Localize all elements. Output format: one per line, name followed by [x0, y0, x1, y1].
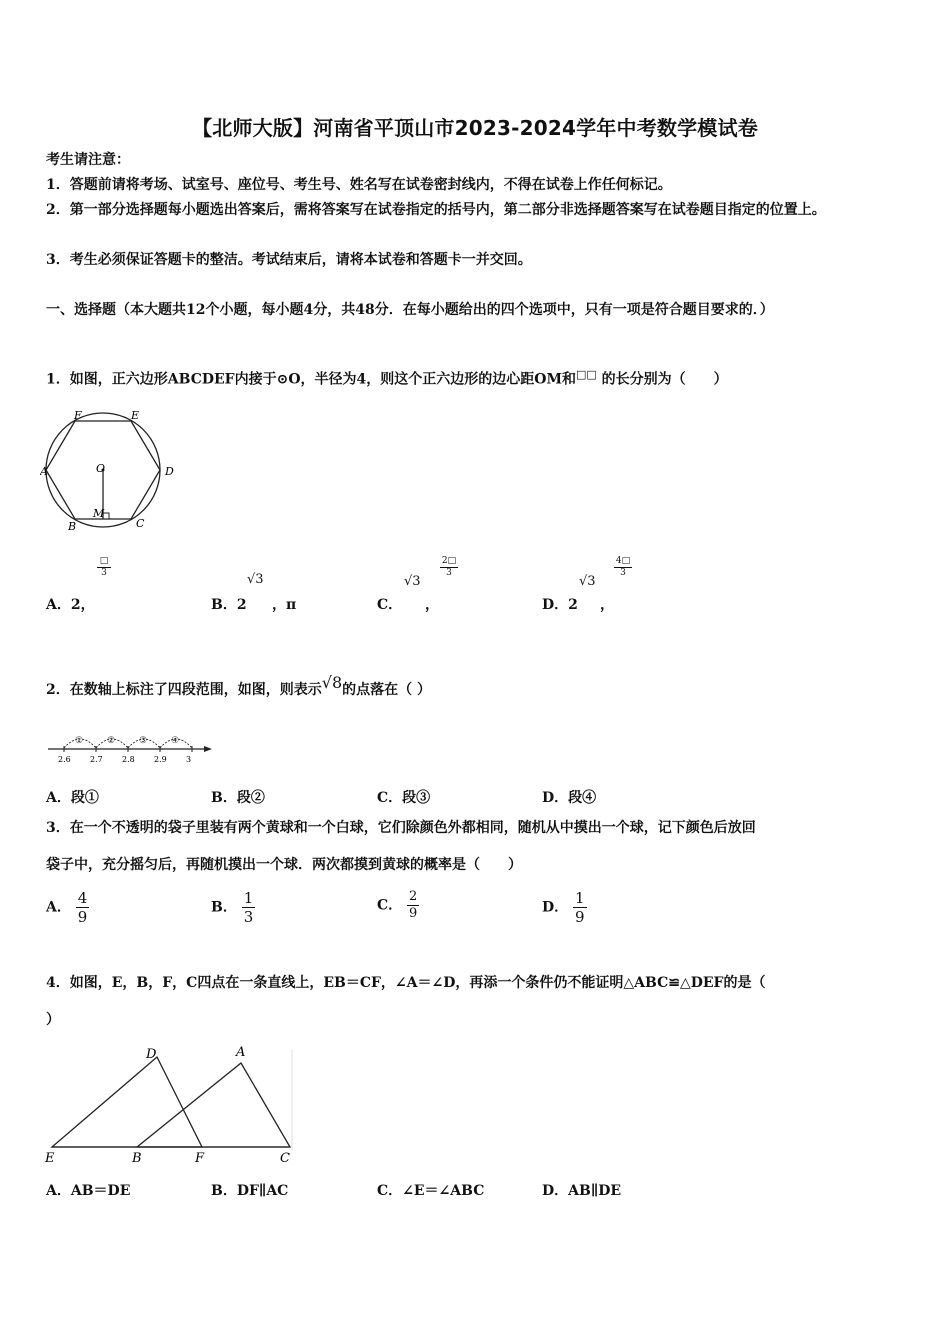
- q1-option-d-tail: ，: [600, 597, 614, 613]
- notice-item: 1．答题前请将考场、试室号、座位号、考生号、姓名写在试卷密封线内，不得在试卷上作任何标记。: [46, 177, 672, 193]
- q3-option-a[interactable]: A． $\frac{4}{9}$: [46, 889, 88, 926]
- label-C: C: [136, 517, 145, 530]
- q4-option-d[interactable]: D．AB∥DE: [542, 1183, 622, 1199]
- q2-option-b[interactable]: B．段②: [211, 790, 265, 806]
- notice-item: 3．考生必须保证答题卡的整洁。考试结束后，请将本试卷和答题卡一并交回。: [46, 252, 532, 268]
- q3-option-b[interactable]: B． $\frac{1}{3}$: [211, 889, 254, 926]
- axis-tick-label: 2.9: [154, 755, 167, 764]
- q2-option-c[interactable]: C．段③: [377, 790, 431, 806]
- segment-label: ②: [107, 736, 116, 746]
- hexagon-figure: [40, 405, 190, 535]
- q4-stem-line1: 4．如图，E，B，F，C四点在一条直线上，EB＝CF，∠A＝∠D，再添一个条件仍不能证明△ABC≌△DEF的是（: [46, 975, 766, 991]
- q3-option-d[interactable]: D． $\frac{1}{9}$: [542, 889, 585, 926]
- q3-stem-line1: 3．在一个不透明的袋子里装有两个黄球和一个白球，它们除颜色外都相同，随机从中摸出一个球，记下颜色后放回: [46, 820, 756, 836]
- label-A: A: [40, 465, 48, 478]
- q2-stem: 2．在数轴上标注了四段范围，如图，则表示√8的点落在（ ）: [46, 673, 431, 698]
- q4-option-c[interactable]: C．∠E＝∠ABC: [377, 1183, 485, 1199]
- page-title: 【北师大版】河南省平顶山市2023-2024学年中考数学模试卷: [192, 116, 758, 140]
- number-line-figure: [46, 728, 216, 768]
- label-D: D: [146, 1047, 157, 1062]
- section-heading: 一、选择题（本大题共12个小题，每小题4分，共48分．在每小题给出的四个选项中，只有一项是符合题目要求的．）: [46, 302, 774, 318]
- notice-item: 2．第一部分选择题每小题选出答案后，需将答案写在试卷指定的括号内，第二部分非选择题答案写在试卷题目指定的位置上。: [46, 202, 826, 218]
- label-F: F: [74, 409, 82, 422]
- q3-option-c[interactable]: C． $\frac{2}{9}$: [377, 889, 418, 921]
- label-B: B: [132, 1151, 142, 1165]
- q1-option-c-sqrt: √3: [404, 574, 421, 589]
- q1-option-d-fraction: 4□ 3: [615, 556, 631, 578]
- axis-tick-label: 2.8: [122, 755, 135, 764]
- q1-option-d[interactable]: D．2: [542, 597, 578, 613]
- label-M: M: [93, 507, 105, 520]
- q1-option-c[interactable]: C．: [377, 597, 403, 613]
- q4-stem-line2: ）: [46, 1012, 60, 1028]
- q1-option-b[interactable]: B．2: [211, 597, 247, 613]
- label-E: E: [45, 1151, 55, 1165]
- label-O: O: [96, 462, 106, 475]
- label-E: E: [131, 409, 140, 422]
- q1-option-d-sqrt: √3: [579, 574, 596, 589]
- q3-stem-line2: 袋子中，充分摇匀后，再随机摸出一个球．两次都摸到黄球的概率是（ ）: [46, 857, 522, 873]
- q1-option-c-tail: ，: [425, 597, 439, 613]
- triangles-figure: [40, 1040, 300, 1165]
- label-F: F: [195, 1151, 205, 1165]
- q1-option-a[interactable]: A．2，: [46, 597, 95, 613]
- q2-option-d[interactable]: D．段④: [542, 790, 597, 806]
- q1-option-b-sqrt: √3: [247, 572, 264, 587]
- segment-label: ③: [139, 736, 148, 746]
- q4-option-b[interactable]: B．DF∥AC: [211, 1183, 289, 1199]
- notice-heading: 考生请注意：: [46, 152, 130, 168]
- label-A: A: [236, 1045, 246, 1060]
- axis-tick-label: 2.7: [90, 755, 103, 764]
- label-B: B: [68, 520, 77, 533]
- label-D: D: [165, 465, 174, 478]
- q1-option-c-fraction: 2□ 3: [441, 556, 457, 578]
- q1-option-b-tail: ，π: [272, 597, 297, 613]
- label-C: C: [280, 1151, 290, 1165]
- q1-option-a-fraction: □ 3: [97, 556, 111, 579]
- q1-stem: 1．如图，正六边形ABCDEF内接于⊙O，半径为4，则这个正六边形的边心距OM和□□ 的长分别为（ ）: [46, 368, 728, 388]
- axis-tick-label: 3: [186, 755, 192, 764]
- segment-label: ①: [75, 736, 84, 746]
- axis-tick-label: 2.6: [58, 755, 71, 764]
- q4-option-a[interactable]: A．AB＝DE: [46, 1183, 131, 1199]
- segment-label: ④: [171, 736, 180, 746]
- q2-option-a[interactable]: A．段①: [46, 790, 99, 806]
